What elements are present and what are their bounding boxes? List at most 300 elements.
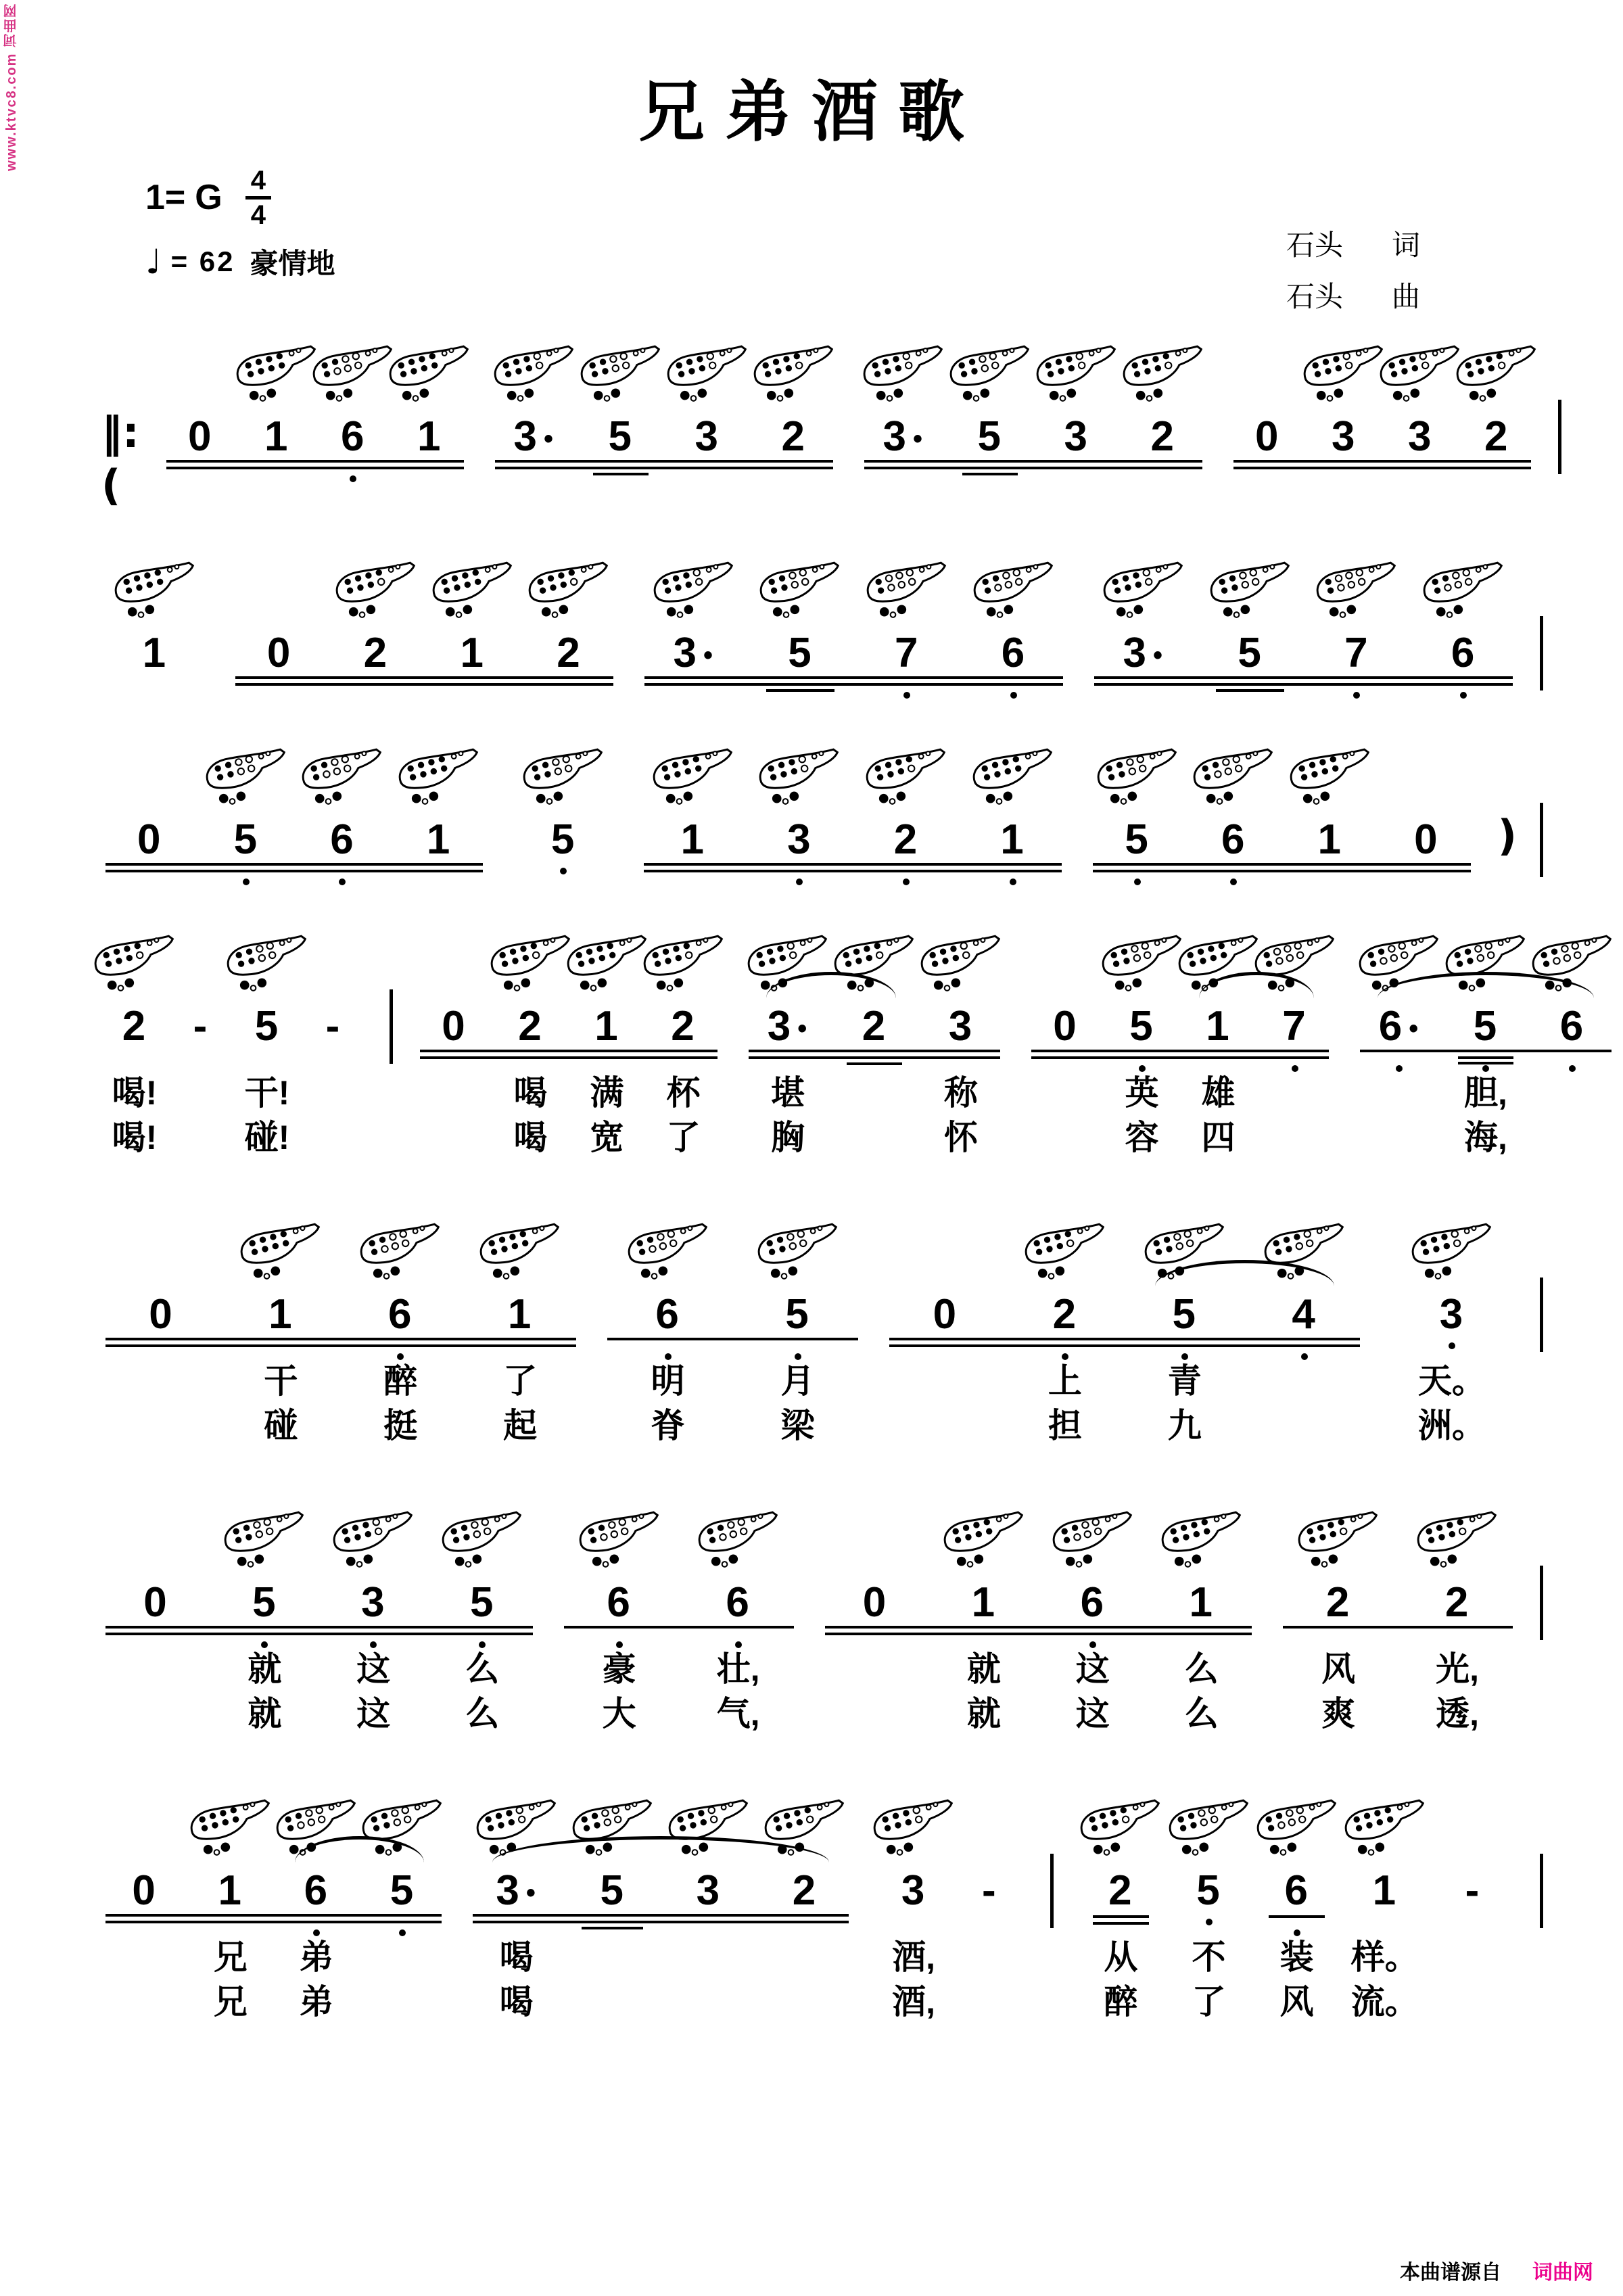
note-under — [101, 862, 198, 885]
note-under — [747, 862, 853, 885]
note-number: 5 — [788, 629, 813, 676]
octave-dot — [735, 1641, 742, 1648]
note-number: 2 — [862, 1002, 887, 1050]
ocarina-fingering-icon — [1453, 344, 1540, 405]
note-number: 5 — [233, 816, 259, 863]
notation-symbol: ) — [1497, 810, 1518, 860]
lyric-syllable: 胆, — [1464, 1073, 1507, 1112]
note-group — [1279, 1491, 1517, 1737]
lyric-syllable: 酒, — [892, 1938, 936, 1976]
ocarina-slot — [1207, 542, 1294, 622]
ocarina-slot — [488, 915, 574, 995]
lyric-syllable: 豪 — [602, 1649, 636, 1688]
ocarina-fingering-icon — [357, 1222, 444, 1283]
note-group — [101, 1203, 580, 1449]
note-under — [1089, 862, 1185, 885]
note-number: 5 — [977, 413, 1003, 460]
note-number: 1 — [1206, 1002, 1231, 1050]
lyric-syllable: 胸 — [771, 1118, 805, 1156]
note-under — [510, 862, 617, 885]
lyric-syllable: 了 — [503, 1361, 538, 1400]
note-number: - — [193, 1002, 209, 1050]
note-under — [221, 1337, 341, 1360]
note-cell — [821, 1491, 930, 1737]
note-number: 3 — [901, 1867, 926, 1914]
beam-line — [564, 1626, 794, 1629]
lyric-syllable: 气, — [716, 1694, 760, 1733]
ocarina-fingering-icon — [695, 1510, 782, 1571]
dot-after: • — [1409, 1013, 1420, 1044]
barline — [390, 989, 393, 1064]
lyric-syllable: 就 — [248, 1649, 282, 1688]
lyric-syllable: 上 — [1048, 1361, 1082, 1400]
lyric-syllable: 么 — [1184, 1649, 1219, 1688]
note-under — [101, 676, 208, 699]
sub-beam — [1458, 1056, 1513, 1059]
composer-role: 曲 — [1391, 281, 1420, 312]
beam-line — [749, 1050, 1000, 1052]
note-cell — [751, 325, 837, 482]
note-number: 3 • — [496, 1867, 537, 1914]
note-cell — [359, 1779, 445, 2025]
note-number: 1 — [142, 629, 168, 676]
octave-dot — [1301, 1353, 1308, 1360]
note-cell — [315, 325, 392, 482]
note-under — [231, 676, 328, 699]
note-under — [1303, 676, 1410, 699]
staff-row — [101, 728, 1543, 885]
note-number: 6 — [726, 1578, 751, 1626]
page-title: 兄弟酒歌 — [638, 74, 985, 149]
lyric-syllable: 样。 — [1350, 1938, 1419, 1976]
ocarina-slot — [757, 542, 843, 622]
note-group — [469, 1779, 853, 2025]
note-group — [1387, 1203, 1517, 1449]
note-cell — [960, 542, 1067, 699]
octave-dot — [339, 878, 346, 885]
note-under — [491, 459, 578, 482]
note-cell — [492, 915, 569, 1161]
music-line — [101, 1779, 1543, 2025]
lyric-syllable: 兄 — [213, 1982, 248, 2021]
dot-after: • — [544, 423, 555, 454]
ocarina-fingering-icon — [751, 344, 837, 405]
note-number: 1 — [460, 629, 485, 676]
note-under — [947, 459, 1033, 482]
ocarina-fingering-icon — [947, 344, 1033, 405]
octave-dot — [903, 878, 910, 885]
note-under — [1120, 459, 1206, 482]
note-number: 2 — [1325, 1578, 1351, 1626]
ocarina-slot — [1414, 1491, 1501, 1571]
note-under — [428, 1625, 537, 1648]
note-cell — [1120, 325, 1206, 482]
note-under — [661, 1913, 757, 1936]
ocarina-slot — [1295, 1491, 1382, 1571]
ocarina-slot — [756, 728, 843, 808]
note-cell — [1442, 915, 1529, 1161]
lyric-syllable: 堪 — [771, 1073, 805, 1112]
note-number: 3 • — [1123, 629, 1165, 676]
lyric-syllable: 碰 — [264, 1406, 298, 1445]
note-number: 5 — [608, 413, 634, 460]
ocarina-fingering-icon — [1300, 344, 1387, 405]
expression-text: 豪情地 — [250, 247, 335, 279]
note-number: 3 — [1439, 1290, 1465, 1338]
beam-line — [864, 460, 1202, 463]
lyric-syllable: 了 — [1192, 1982, 1226, 2021]
note-under — [469, 1913, 565, 1936]
note-under — [1306, 459, 1382, 482]
lyric-syllable: 透, — [1436, 1694, 1479, 1733]
note-group — [1027, 915, 1333, 1161]
note-number: 6 — [1001, 629, 1027, 676]
note-group — [640, 728, 1066, 885]
octave-dot — [1396, 1065, 1403, 1072]
lyric-syllable: 么 — [465, 1649, 500, 1688]
lyric-syllable: 就 — [248, 1694, 282, 1733]
octave-dot — [261, 1641, 268, 1648]
note-number: 2 — [1484, 413, 1509, 460]
beam-line — [644, 676, 1063, 679]
ocarina-slot — [1100, 542, 1187, 622]
ocarina-slot — [1050, 1491, 1136, 1571]
beam-line — [1233, 460, 1531, 463]
ocarina-fingering-icon — [525, 561, 612, 622]
music-line — [101, 915, 1585, 1161]
note-under — [560, 1625, 679, 1648]
note-cell — [101, 728, 198, 885]
ocarina-fingering-icon — [564, 934, 651, 995]
ocarina-slot — [578, 325, 664, 405]
note-number: - — [981, 1867, 997, 1914]
note-under — [162, 459, 239, 482]
note-under — [1410, 676, 1517, 699]
note-number: 1 — [426, 816, 452, 863]
lyric-syllable: 满 — [590, 1073, 624, 1112]
note-number: 2 — [781, 413, 807, 460]
note-cell — [664, 325, 751, 482]
beam-line — [644, 863, 1062, 866]
ocarina-slot — [333, 542, 419, 622]
ocarina-slot — [224, 915, 310, 995]
footer-brand: 词曲网 — [1532, 2262, 1593, 2284]
octave-dot — [796, 878, 803, 885]
note-number: 1 — [1189, 1578, 1214, 1626]
lyric-syllable: 喝! — [112, 1118, 158, 1156]
ocarina-fingering-icon — [1409, 1222, 1495, 1283]
note-under — [853, 676, 960, 699]
lyric-syllable: 杯 — [666, 1073, 701, 1112]
octave-dot — [1294, 1929, 1300, 1936]
note-number: 2 — [518, 1002, 543, 1050]
note-cell — [960, 728, 1066, 885]
note-under — [315, 459, 392, 482]
octave-dot — [397, 1353, 404, 1360]
note-under — [1442, 1049, 1529, 1072]
note-number: 5 — [1196, 1867, 1221, 1914]
note-cell — [1398, 1491, 1517, 1737]
note-cell — [469, 1779, 565, 2025]
note-number: 3 • — [513, 413, 555, 460]
lyric-syllable: 这 — [1075, 1649, 1110, 1688]
note-group — [1089, 728, 1474, 885]
note-group — [1229, 325, 1535, 482]
note-under — [1256, 1049, 1333, 1072]
note-number: 2 — [1052, 1290, 1078, 1338]
note-group — [821, 1491, 1256, 1737]
note-cell — [187, 1779, 273, 2025]
note-number: 2 — [893, 816, 919, 863]
note-under — [416, 1049, 492, 1072]
lyric-syllable: 喝 — [513, 1073, 548, 1112]
note-number: 0 — [442, 1002, 467, 1050]
note-cell — [294, 728, 391, 885]
ocarina-slot — [664, 325, 751, 405]
note-group — [491, 325, 837, 482]
octave-dot — [1206, 1919, 1213, 1925]
beam-line — [235, 676, 613, 679]
note-cell — [747, 728, 853, 885]
note-under — [1197, 676, 1304, 699]
ocarina-slot — [1313, 542, 1400, 622]
note-number: 6 — [1451, 629, 1476, 676]
note-under — [294, 862, 391, 885]
note-group — [745, 915, 1004, 1161]
ocarina-slot — [525, 542, 612, 622]
barline — [1540, 1566, 1543, 1640]
dot-after: • — [525, 1877, 537, 1908]
note-under — [273, 1913, 359, 1936]
note-underline — [1269, 1915, 1325, 1918]
ocarina-fingering-icon — [203, 747, 289, 808]
lyric-syllable: 容 — [1125, 1118, 1159, 1156]
ocarina-slot — [386, 325, 473, 405]
note-underline — [1093, 1922, 1149, 1925]
note-cell — [221, 1203, 341, 1449]
ocarina-slot — [233, 325, 320, 405]
note-number: 0 — [862, 1578, 888, 1626]
note-number: 6 — [1080, 1578, 1106, 1626]
ocarina-fingering-icon — [578, 344, 664, 405]
note-number: - — [1465, 1867, 1481, 1914]
sub-beam — [847, 1062, 902, 1065]
note-cell — [328, 542, 425, 699]
ocarina-slot — [439, 1491, 525, 1571]
note-under — [1253, 1913, 1341, 1936]
note-cell — [876, 1779, 951, 2025]
octave-dot — [1482, 1065, 1489, 1072]
note-cell — [1253, 1779, 1341, 2025]
note-under — [747, 676, 854, 699]
note-cell — [853, 542, 960, 699]
note-cell — [565, 1779, 661, 2025]
lyric-syllable: 称 — [944, 1073, 978, 1112]
note-cell — [424, 542, 521, 699]
lyric-syllable: 怀 — [944, 1118, 978, 1156]
note-under — [860, 459, 947, 482]
beam-line — [1094, 676, 1513, 679]
note-cell — [1185, 728, 1282, 885]
note-under — [319, 1625, 428, 1648]
note-under — [328, 676, 425, 699]
octave-dot — [903, 692, 910, 699]
beam-line — [1233, 467, 1531, 469]
lyric-syllable: 担 — [1048, 1406, 1082, 1445]
lyric-syllable: 弟 — [299, 1982, 333, 2021]
note-under — [1185, 862, 1282, 885]
ocarina-fingering-icon — [1254, 1798, 1340, 1859]
note-group — [885, 1203, 1364, 1449]
lyric-syllable: 风 — [1279, 1982, 1314, 2021]
note-cell — [640, 728, 747, 885]
note-cell — [1306, 325, 1382, 482]
ocarina-fingering-icon — [1033, 344, 1120, 405]
sub-beam — [582, 1927, 643, 1929]
note-under — [960, 676, 1067, 699]
note-under — [300, 1049, 367, 1072]
beam-line — [105, 863, 483, 866]
ocarina-slot — [91, 915, 178, 995]
ocarina-slot — [357, 1203, 444, 1283]
barline — [1558, 400, 1561, 474]
note-cell — [392, 325, 468, 482]
note-cell — [101, 915, 168, 1161]
note-cell — [951, 1779, 1027, 2025]
lyric-syllable: 光, — [1436, 1649, 1479, 1688]
note-cell — [1147, 1491, 1256, 1737]
note-cell — [1387, 1203, 1517, 1449]
note-cell — [733, 1203, 863, 1449]
note-under — [521, 676, 617, 699]
lyric-syllable: 从 — [1104, 1938, 1138, 1976]
note-cell — [679, 1491, 798, 1737]
ocarina-fingering-icon — [1342, 1798, 1428, 1859]
note-group — [162, 325, 468, 482]
note-cell — [603, 1203, 733, 1449]
ocarina-slot — [491, 325, 578, 405]
note-number: 1 — [971, 1578, 997, 1626]
barline — [1540, 1854, 1543, 1928]
beam-line — [1094, 683, 1513, 686]
ocarina-fingering-icon — [860, 344, 947, 405]
sub-beam — [593, 473, 649, 475]
beam-line — [644, 683, 1063, 686]
note-under — [1104, 1049, 1180, 1072]
note-cell — [1077, 1779, 1165, 2025]
ocarina-slot — [860, 325, 947, 405]
note-number: 5 — [1473, 1002, 1499, 1050]
lyric-syllable: 爽 — [1321, 1694, 1356, 1733]
ocarina-slot — [221, 1491, 308, 1571]
lyric-syllable: 雄 — [1201, 1073, 1236, 1112]
ocarina-fingering-icon — [1022, 1222, 1108, 1283]
note-cell — [391, 728, 488, 885]
note-under — [1387, 1337, 1517, 1360]
note-cell — [918, 915, 1004, 1161]
note-number: 2 — [1108, 1867, 1133, 1914]
note-number: 3 — [1408, 413, 1433, 460]
note-under — [876, 1913, 951, 1936]
note-under — [645, 1049, 722, 1072]
note-under — [1033, 459, 1120, 482]
note-number: 1 — [264, 413, 289, 460]
octave-dot — [1181, 1353, 1188, 1360]
octave-dot — [1089, 1641, 1096, 1648]
ocarina-slot — [1022, 1203, 1108, 1283]
note-under — [424, 676, 521, 699]
ocarina-slot — [299, 728, 385, 808]
ocarina-slot — [1300, 325, 1387, 405]
ocarina-fingering-icon — [757, 561, 843, 622]
lyric-syllable: 么 — [1184, 1694, 1219, 1733]
note-under — [187, 1913, 273, 1936]
note-number: 6 — [1284, 1867, 1309, 1914]
note-under — [1077, 1913, 1165, 1936]
ocarina-slot — [330, 1491, 417, 1571]
dot-after: • — [797, 1013, 809, 1044]
ocarina-slot — [1254, 1779, 1340, 1859]
note-cell — [273, 1779, 359, 2025]
lyric-syllable: 这 — [1075, 1694, 1110, 1733]
credits-block — [1286, 223, 1420, 315]
lyric-syllable: 弟 — [299, 1938, 333, 1976]
note-number: 3 — [696, 1867, 722, 1914]
staff-row — [101, 1491, 1543, 1737]
ocarina-fingering-icon — [488, 934, 574, 995]
ocarina-fingering-icon — [1207, 561, 1294, 622]
octave-dot — [399, 1929, 406, 1936]
note-cell — [860, 325, 947, 482]
staff-row — [101, 325, 1543, 512]
ocarina-fingering-icon — [221, 1510, 308, 1571]
note-cell — [1125, 1203, 1244, 1449]
ocarina-slot — [1377, 325, 1463, 405]
octave-dot — [313, 1929, 320, 1936]
ocarina-fingering-icon — [1158, 1510, 1245, 1571]
note-cell — [521, 542, 617, 699]
ocarina-fingering-icon — [1420, 561, 1507, 622]
lyric-syllable: 醉 — [383, 1361, 418, 1400]
note-group — [416, 915, 722, 1161]
ocarina-fingering-icon — [91, 934, 178, 995]
note-number: 5 — [1129, 1002, 1154, 1050]
note-under — [664, 459, 751, 482]
note-under — [492, 1049, 569, 1072]
note-cell — [341, 1203, 461, 1449]
lyric-syllable: 流。 — [1350, 1982, 1419, 2021]
music-line — [101, 1491, 1543, 1737]
music-line — [101, 325, 1543, 512]
note-cell — [1090, 542, 1197, 699]
note-number: 6 — [388, 1290, 413, 1338]
sub-beam — [1458, 1062, 1513, 1064]
lyric-syllable: 喝 — [499, 1938, 534, 1976]
octave-dot — [350, 475, 356, 482]
note-under — [951, 1913, 1027, 1936]
note-cell — [661, 1779, 757, 2025]
note-under — [101, 1625, 210, 1648]
note-under — [391, 862, 488, 885]
note-under — [1378, 862, 1475, 885]
ocarina-slot — [1409, 1203, 1495, 1283]
tempo-value: = 62 — [170, 245, 235, 277]
lyric-syllable: 壮, — [716, 1649, 760, 1688]
beam-line — [1093, 870, 1470, 872]
octave-dot — [1569, 1065, 1576, 1072]
ocarina-fingering-icon — [237, 1222, 324, 1283]
ocarina-fingering-icon — [1414, 1510, 1501, 1571]
